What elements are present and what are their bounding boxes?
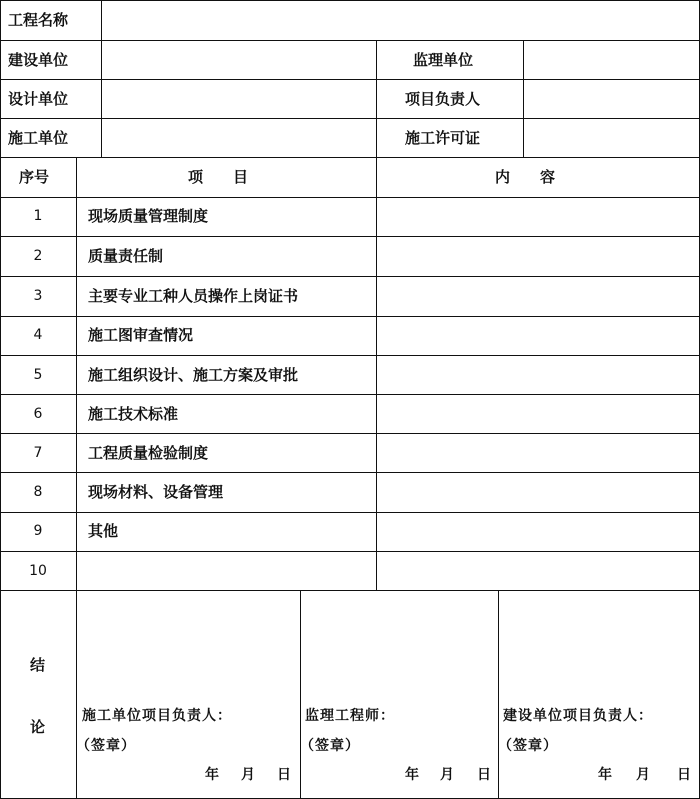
row-line	[0, 118, 700, 119]
col-line	[376, 40, 377, 158]
row-item: 现场材料、设备管理	[88, 483, 224, 501]
row-line	[0, 551, 700, 552]
col-line	[300, 590, 301, 799]
project-name-label: 工程名称	[8, 11, 69, 29]
row-number: 9	[33, 523, 43, 539]
seq-header: 序号	[19, 168, 50, 186]
date-month: 月	[440, 767, 455, 783]
date-month: 月	[636, 767, 651, 783]
row-line	[0, 512, 700, 513]
row-number: 5	[33, 367, 43, 383]
row-item: 施工图审查情况	[88, 326, 194, 344]
conclusion-label-top: 结	[30, 656, 46, 674]
date-day: 日	[677, 767, 692, 783]
row-number: 6	[33, 406, 43, 422]
col-line	[523, 40, 524, 158]
row-line	[0, 197, 700, 198]
project-lead-label: 项目负责人	[405, 90, 481, 108]
date-month: 月	[241, 767, 256, 783]
row-item: 主要专业工种人员操作上岗证书	[88, 287, 299, 305]
item-header: 项 目	[188, 168, 249, 186]
row-number: 8	[33, 484, 43, 500]
col-line	[76, 157, 77, 799]
row-line	[0, 276, 700, 277]
row-line	[0, 590, 700, 591]
col-line	[376, 157, 377, 591]
row-line	[0, 433, 700, 434]
row-line	[0, 394, 700, 395]
sig-constructor-lead: 施工单位项目负责人：	[82, 708, 232, 724]
row-number: 7	[33, 445, 43, 461]
permit-label: 施工许可证	[405, 129, 481, 147]
designer-label: 设计单位	[8, 90, 69, 108]
row-item: 质量责任制	[88, 247, 164, 265]
seal-text: （签章）	[76, 738, 136, 754]
row-line	[0, 236, 700, 237]
row-item: 现场质量管理制度	[88, 207, 209, 225]
row-item: 施工组织设计、施工方案及审批	[88, 366, 299, 384]
row-line	[0, 472, 700, 473]
row-line	[0, 157, 700, 158]
row-line	[0, 79, 700, 80]
constructor-label: 施工单位	[8, 129, 69, 147]
seal-text: （签章）	[498, 738, 558, 754]
row-item: 工程质量检验制度	[88, 444, 209, 462]
row-line	[0, 40, 700, 41]
conclusion-label-bottom: 论	[30, 718, 46, 736]
row-number: 2	[33, 248, 43, 264]
row-item: 其他	[88, 522, 119, 540]
row-item: 施工技术标准	[88, 405, 179, 423]
date-year: 年	[598, 767, 613, 783]
col-line	[498, 590, 499, 799]
content-header: 内 容	[495, 168, 556, 186]
seal-text: （签章）	[300, 738, 360, 754]
date-year: 年	[205, 767, 220, 783]
row-number: 10	[29, 563, 47, 579]
supervisor-label: 监理单位	[413, 51, 474, 69]
row-number: 4	[33, 327, 43, 343]
row-number: 1	[33, 208, 43, 224]
row-line	[0, 316, 700, 317]
date-day: 日	[277, 767, 292, 783]
builder-label: 建设单位	[8, 51, 69, 69]
sig-supervisor: 监理工程师：	[305, 708, 395, 724]
row-line	[0, 355, 700, 356]
date-year: 年	[405, 767, 420, 783]
sig-builder-lead: 建设单位项目负责人：	[503, 708, 653, 724]
date-day: 日	[477, 767, 492, 783]
col-line	[101, 0, 102, 158]
row-number: 3	[33, 288, 43, 304]
